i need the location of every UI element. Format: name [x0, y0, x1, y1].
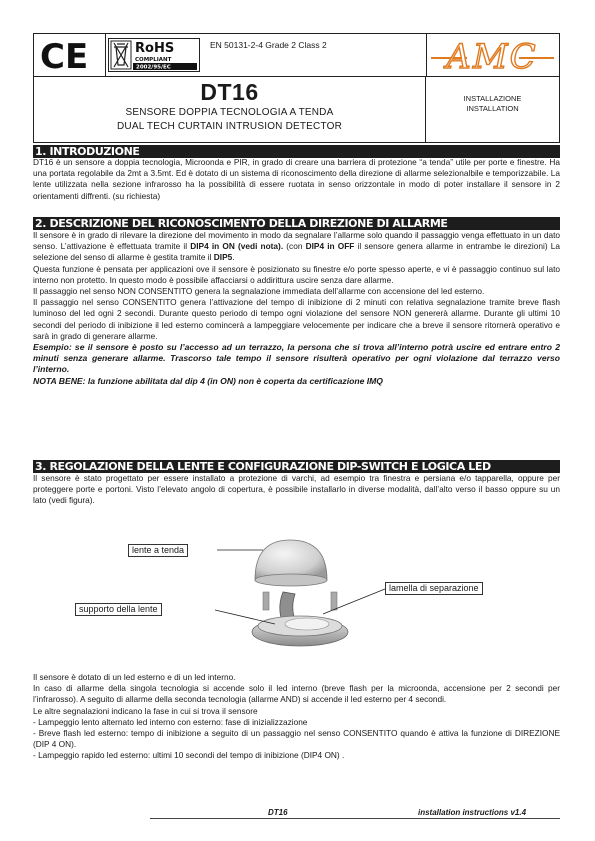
label-separator-blade: lamella di separazione [385, 582, 483, 595]
bullet-init: - Lampeggio lento alternato led interno con esterno: fase di inizializzazione [33, 716, 308, 727]
alarm-led-paragraph: In caso di allarme della singola tecnologia si accende solo il led interno (breve flash per la microonda, accensione per 2 secondi per l’infrarosso). A seguito di allarme della seconda tecnologia (allarme AND) si accende il led esterno per 4 secondi. [33, 683, 560, 705]
ce-mark-logo [34, 34, 104, 74]
section-2-heading: 2. DESCRIZIONE DEL RICONOSCIMENTO DELLA DIREZIONE DI ALLARME [33, 217, 560, 230]
rohs-compliant: COMPLIANT [135, 57, 172, 63]
section-1-heading: 1. INTRODUZIONE [33, 145, 560, 158]
led-paragraph: Il sensore è dotato di un led esterno e di un led interno. [33, 672, 236, 682]
header-top-row [34, 34, 559, 77]
bullet-inhibition: - Breve flash led esterno: tempo di inibizione a seguito di un passaggio nel senso CONSENTITO quando è attiva la funzione di DIREZIONE (DIP 4 ON). [33, 728, 560, 750]
not-allowed-paragraph: Il passaggio nel senso NON CONSENTITO genera la segnalazione immediata dell’allarme con accensione del led esterno. [33, 286, 485, 297]
label-lens-support: supporto della lente [75, 603, 162, 616]
application-paragraph: Questa funzione è pensata per applicazioni ove il sensore è posizionato su finestre e/o porte spesso aperte, e vi è passaggio continuo sul lato interno non protetto. In questo modo è possibile affacciarsi o addirittura uscire senza dare allarme. [33, 263, 560, 285]
section-2-body [33, 230, 560, 387]
ce-mark-cell [34, 34, 106, 76]
header-title-row [34, 76, 559, 142]
bullet-last-seconds: - Lampeggio rapido led esterno: ultimi 10 secondi del tempo di inibizione (DIP4 ON) . [33, 750, 345, 761]
label-curtain-lens: lente a tenda [128, 544, 188, 557]
installation-label-it: INSTALLAZIONE [463, 94, 522, 103]
standard-label: EN 50131-2-4 Grade 2 Class 2 [210, 40, 327, 50]
lens-figure [75, 532, 525, 660]
footer-rule [150, 818, 560, 819]
direction-paragraph: Il sensore è in grado di rilevare la direzione del movimento in modo da segnalare l’allarme solo quando il passaggio venga effettuato in un dato senso. L’attivazione è effettuata tramite il DIP4 in ON (vedi nota). (con DIP4 in OFF il sensore genera allarme in entrambe le direzioni) La selezione del senso di allarme è gestita tramite il DIP5. [33, 230, 560, 263]
allowed-paragraph: Il passaggio nel senso CONSENTITO genera l’attivazione del tempo di inibizione di 2 minuti con relativa segnalazione tramite breve flash luminoso del led ogni 2 secondi. Durante questo periodo di tempo ogni violazione del sensore NON genererà allarme. Durante gli ultimi 10 secondi del periodo di inibizione il led esterno comincerà a lampeggiare velocemente per indicare che a breve il sensore ritornerà operativo e sarà in grado di generare allarme. [33, 297, 560, 341]
rohs-directive: 2002/95/EC [136, 64, 171, 71]
section-3-intro [33, 473, 560, 507]
rohs-logo [108, 38, 200, 72]
subtitle-italian: SENSORE DOPPIA TECNOLOGIA A TENDA [125, 107, 334, 118]
installation-paragraph: Il sensore è stato progettato per essere installato a protezione di varchi, ad esempio tra finestra e persiana e/o tapparella, oppure per proteggere porte e portoni. Visto l’elevato angolo di copertura, è possibile installarlo in diverse modalità, dall’alto verso il basso oppure su un lato (vedi figura). [33, 473, 560, 506]
footer-model: DT16 [268, 808, 288, 817]
amc-logo [427, 34, 558, 74]
installation-cell [426, 76, 559, 142]
signals-paragraph: Le altre segnalazioni indicano la fase in cui si trova il sensore [33, 705, 258, 716]
installation-label-en: INSTALLATION [466, 104, 519, 113]
section-3-heading: 3. REGOLAZIONE DELLA LENTE E CONFIGURAZIONE DIP-SWITCH E LOGICA LED [33, 460, 560, 473]
title-cell [34, 76, 426, 142]
brand-text: AMC [446, 37, 538, 74]
note-paragraph: NOTA BENE: la funzione abilitata dal dip 4 (in ON) non è coperta da certificazione IMQ [33, 375, 383, 386]
section-1-body [33, 157, 560, 202]
subtitle-english: DUAL TECH CURTAIN INTRUSION DETECTOR [117, 121, 342, 132]
intro-paragraph: DT16 è un sensore a doppia tecnologia, Microonda e PIR, in grado di creare una barriera di protezione “a tenda” utile per porte e finestre. Ha una portata regolabile da 2mt a 3.5mt. Ed è dotato di un sistema di riconoscimento della direzione di allarme selezionalbile e temporizzabile. La lente utilizzata nella sezione infrarosso ha la possibilità di essere ruotata in senso orizzontale in modo di poter installare il sensore in 2 orientamenti diffrenti. (su richiesta) [33, 157, 560, 201]
brand-cell [426, 34, 559, 76]
example-paragraph: Esempio: se il sensore è posto su l’accesso ad un terrazzo, la persona che si trova all’interno potrà uscire ed entrare entro 2 minuti senza generare allarme. Trascorso tale tempo il sensore risulterà operativo per ogni violazione dal terrazzo verso l’interno. [33, 342, 560, 375]
section-3-led-body [33, 672, 560, 762]
model-title: DT16 [200, 79, 259, 105]
rohs-title: RoHS [135, 41, 175, 56]
ce-mark-text: CE [40, 37, 89, 74]
header-box [33, 33, 560, 143]
footer-version: installation instructions v1.4 [418, 808, 527, 817]
